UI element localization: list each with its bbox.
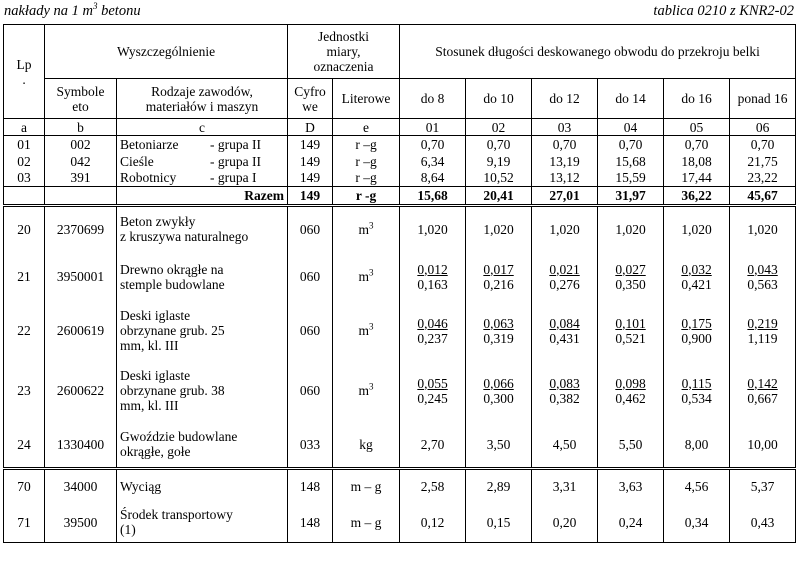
code-cell: 060 bbox=[288, 360, 333, 422]
value-top: 0,012 bbox=[417, 261, 448, 277]
value-top: 0,101 bbox=[615, 315, 646, 331]
value-bottom: 0,350 bbox=[615, 276, 646, 292]
code-cell: 060 bbox=[288, 206, 333, 252]
unit-sup: 3 bbox=[369, 381, 374, 392]
header-range-6: ponad 16 bbox=[730, 79, 796, 119]
index-cell: b bbox=[45, 119, 117, 136]
name-cell bbox=[117, 503, 288, 543]
symbol-cell: 39500 bbox=[45, 503, 117, 543]
caption-text: nakłady na 1 m bbox=[4, 3, 93, 19]
name-cell bbox=[117, 206, 288, 252]
code-cell: 060 bbox=[288, 302, 333, 360]
unit-cell: m – g bbox=[333, 469, 400, 503]
value-bottom: 0,900 bbox=[681, 330, 712, 346]
table-row bbox=[4, 422, 796, 469]
name-line: Drewno okrągłe na bbox=[120, 261, 224, 277]
value-top: 0,046 bbox=[417, 315, 448, 331]
value-cell: 1,020 bbox=[730, 206, 796, 252]
name-line: Środek transportowy bbox=[120, 507, 233, 523]
value-top: 0,084 bbox=[549, 315, 580, 331]
fraction-cell bbox=[664, 302, 730, 360]
symbol-cell: 34000 bbox=[45, 469, 117, 503]
table-row bbox=[4, 252, 796, 302]
header-lp bbox=[4, 25, 45, 119]
table-row bbox=[4, 360, 796, 422]
value-top: 0,032 bbox=[681, 261, 712, 277]
header-literowe: Literowe bbox=[333, 79, 400, 119]
value-cell: 3,50 bbox=[466, 422, 532, 469]
value-cell: 3,63 bbox=[598, 469, 664, 503]
value-bottom: 0,382 bbox=[549, 390, 580, 406]
total-cell: 31,97 bbox=[598, 187, 664, 206]
value-bottom: 0,667 bbox=[747, 390, 778, 406]
symbol-cell: 391 bbox=[45, 170, 117, 187]
knr-table bbox=[3, 24, 796, 543]
value-bottom: 0,431 bbox=[549, 330, 580, 346]
value-top: 0,115 bbox=[681, 375, 712, 391]
lp-cell: 22 bbox=[4, 302, 45, 360]
name-line: Beton zwykły bbox=[120, 214, 196, 230]
fraction-cell bbox=[730, 302, 796, 360]
caption-suffix: betonu bbox=[97, 3, 141, 19]
value-cell: 0,70 bbox=[466, 136, 532, 153]
value-top: 0,021 bbox=[549, 261, 580, 277]
value-cell: 0,24 bbox=[598, 503, 664, 543]
unit-cell: r -g bbox=[333, 187, 400, 206]
index-cell: 05 bbox=[664, 119, 730, 136]
code-cell: 149 bbox=[288, 153, 333, 170]
value-cell: 4,56 bbox=[664, 469, 730, 503]
value-cell: 15,59 bbox=[598, 170, 664, 187]
value-cell: 0,70 bbox=[664, 136, 730, 153]
name-line: stemple budowlane bbox=[120, 276, 225, 292]
header-row-2 bbox=[4, 79, 796, 119]
fraction-cell bbox=[400, 302, 466, 360]
razem-label: Razem bbox=[117, 187, 288, 206]
index-cell: e bbox=[333, 119, 400, 136]
name-text: Cieśle bbox=[120, 153, 154, 169]
symbol-cell bbox=[45, 187, 117, 206]
unit-text: m bbox=[358, 383, 370, 398]
fraction-cell bbox=[664, 360, 730, 422]
unit-sup: 3 bbox=[369, 220, 374, 231]
fraction-cell bbox=[532, 360, 598, 422]
value-cell: 23,22 bbox=[730, 170, 796, 187]
table-row bbox=[4, 469, 796, 503]
value-cell: 0,12 bbox=[400, 503, 466, 543]
fraction-cell bbox=[466, 360, 532, 422]
fraction-cell bbox=[598, 360, 664, 422]
value-top: 0,017 bbox=[483, 261, 514, 277]
value-bottom: 0,421 bbox=[681, 276, 712, 292]
value-bottom: 0,300 bbox=[483, 390, 514, 406]
unit-cell: r –g bbox=[333, 153, 400, 170]
total-cell: 15,68 bbox=[400, 187, 466, 206]
name-line: obrzynane grub. 25 bbox=[120, 323, 225, 338]
unit-text: kg bbox=[359, 436, 373, 452]
table-caption-left bbox=[4, 2, 141, 20]
code-cell: 060 bbox=[288, 252, 333, 302]
value-bottom: 0,163 bbox=[417, 276, 448, 292]
value-cell: 18,08 bbox=[664, 153, 730, 170]
value-cell: 2,70 bbox=[400, 422, 466, 469]
header-range-4: do 14 bbox=[598, 79, 664, 119]
fraction-cell bbox=[598, 302, 664, 360]
unit-cell bbox=[333, 206, 400, 252]
name-cell bbox=[117, 170, 288, 187]
code-cell: 149 bbox=[288, 136, 333, 153]
name-text: Robotnicy bbox=[120, 170, 177, 186]
value-cell: 5,50 bbox=[598, 422, 664, 469]
value-cell: 0,43 bbox=[730, 503, 796, 543]
unit-cell: m – g bbox=[333, 503, 400, 543]
value-top: 0,098 bbox=[615, 375, 646, 391]
name-line: Deski iglaste bbox=[120, 368, 191, 383]
name-line: obrzynane grub. 38 bbox=[120, 383, 225, 398]
unit-cell: r –g bbox=[333, 136, 400, 153]
value-cell: 21,75 bbox=[730, 153, 796, 170]
fraction-cell bbox=[400, 360, 466, 422]
name-line: mm, kl. III bbox=[120, 338, 179, 353]
unit-sup: 3 bbox=[369, 321, 374, 332]
symbol-cell: 2600619 bbox=[45, 302, 117, 360]
code-cell: 148 bbox=[288, 469, 333, 503]
value-cell: 1,020 bbox=[400, 206, 466, 252]
name-cell bbox=[117, 136, 288, 153]
value-cell: 1,020 bbox=[466, 206, 532, 252]
value-bottom: 0,462 bbox=[615, 390, 646, 406]
unit-text: m bbox=[358, 221, 370, 237]
index-cell: c bbox=[117, 119, 288, 136]
lp-cell: 71 bbox=[4, 503, 45, 543]
total-cell: 20,41 bbox=[466, 187, 532, 206]
code-cell: 033 bbox=[288, 422, 333, 469]
name-line: z kruszywa naturalnego bbox=[120, 229, 249, 245]
value-cell: 0,15 bbox=[466, 503, 532, 543]
value-bottom: 0,237 bbox=[417, 330, 448, 346]
value-top: 0,027 bbox=[615, 261, 646, 277]
lp-cell: 21 bbox=[4, 252, 45, 302]
value-bottom: 0,319 bbox=[483, 330, 514, 346]
lp-cell: 01 bbox=[4, 136, 45, 153]
value-cell: 1,020 bbox=[532, 206, 598, 252]
unit-cell bbox=[333, 302, 400, 360]
index-cell: a bbox=[4, 119, 45, 136]
name-line: Deski iglaste bbox=[120, 308, 191, 323]
value-bottom: 1,119 bbox=[747, 330, 778, 346]
lp-cell: 20 bbox=[4, 206, 45, 252]
group-text: - grupa I bbox=[210, 170, 257, 186]
name-line: (1) bbox=[120, 522, 136, 538]
value-top: 0,063 bbox=[483, 315, 514, 331]
value-bottom: 0,563 bbox=[747, 276, 778, 292]
index-cell: 04 bbox=[598, 119, 664, 136]
index-cell: 02 bbox=[466, 119, 532, 136]
name-cell: Wyciąg bbox=[117, 469, 288, 503]
symbol-cell: 042 bbox=[45, 153, 117, 170]
value-bottom: 0,534 bbox=[681, 390, 712, 406]
unit-cell bbox=[333, 360, 400, 422]
header-lp-dot: . bbox=[22, 71, 26, 87]
value-cell: 8,00 bbox=[664, 422, 730, 469]
value-cell: 1,020 bbox=[664, 206, 730, 252]
index-row bbox=[4, 119, 796, 136]
name-cell bbox=[117, 422, 288, 469]
value-bottom: 0,245 bbox=[417, 390, 448, 406]
index-cell: 01 bbox=[400, 119, 466, 136]
value-cell: 15,68 bbox=[598, 153, 664, 170]
value-cell: 10,00 bbox=[730, 422, 796, 469]
table-row bbox=[4, 302, 796, 360]
value-top: 0,043 bbox=[747, 261, 778, 277]
fraction-cell bbox=[466, 302, 532, 360]
index-cell: 03 bbox=[532, 119, 598, 136]
index-cell: D bbox=[288, 119, 333, 136]
header-row-1 bbox=[4, 25, 796, 79]
unit-sup: 3 bbox=[369, 267, 374, 278]
fraction-cell bbox=[466, 252, 532, 302]
value-cell: 0,70 bbox=[598, 136, 664, 153]
value-cell: 3,31 bbox=[532, 469, 598, 503]
lp-cell: 23 bbox=[4, 360, 45, 422]
value-cell: 0,20 bbox=[532, 503, 598, 543]
fraction-cell bbox=[598, 252, 664, 302]
name-line: mm, kl. III bbox=[120, 398, 179, 413]
name-cell bbox=[117, 360, 288, 422]
value-cell: 0,70 bbox=[400, 136, 466, 153]
fraction-cell bbox=[400, 252, 466, 302]
table-row bbox=[4, 153, 796, 170]
value-cell: 6,34 bbox=[400, 153, 466, 170]
razem-row bbox=[4, 187, 796, 206]
name-cell bbox=[117, 302, 288, 360]
header-wyszczegolnienie: Wyszczególnienie bbox=[45, 25, 288, 79]
table-row bbox=[4, 136, 796, 153]
fraction-cell bbox=[532, 252, 598, 302]
code-cell: 149 bbox=[288, 170, 333, 187]
value-top: 0,175 bbox=[681, 315, 712, 331]
value-cell: 1,020 bbox=[598, 206, 664, 252]
header-symbole: Symbole eto bbox=[45, 79, 117, 119]
value-cell: 2,58 bbox=[400, 469, 466, 503]
value-cell: 0,34 bbox=[664, 503, 730, 543]
unit-cell bbox=[333, 252, 400, 302]
value-cell: 10,52 bbox=[466, 170, 532, 187]
value-cell: 9,19 bbox=[466, 153, 532, 170]
fraction-cell bbox=[664, 252, 730, 302]
code-cell: 149 bbox=[288, 187, 333, 206]
fraction-cell bbox=[730, 360, 796, 422]
fraction-cell bbox=[532, 302, 598, 360]
name-line: Gwoździe budowlane bbox=[120, 429, 238, 445]
lp-cell bbox=[4, 187, 45, 206]
value-top: 0,055 bbox=[417, 375, 448, 391]
value-top: 0,066 bbox=[483, 375, 514, 391]
header-range-1: do 8 bbox=[400, 79, 466, 119]
header-range-3: do 12 bbox=[532, 79, 598, 119]
value-cell: 13,12 bbox=[532, 170, 598, 187]
total-cell: 45,67 bbox=[730, 187, 796, 206]
symbol-cell: 2370699 bbox=[45, 206, 117, 252]
value-cell: 4,50 bbox=[532, 422, 598, 469]
group-text: - grupa II bbox=[210, 153, 261, 169]
unit-cell bbox=[333, 422, 400, 469]
symbol-cell: 002 bbox=[45, 136, 117, 153]
value-top: 0,083 bbox=[549, 375, 580, 391]
header-range-2: do 10 bbox=[466, 79, 532, 119]
value-bottom: 0,216 bbox=[483, 276, 514, 292]
lp-cell: 02 bbox=[4, 153, 45, 170]
name-text: Betoniarze bbox=[120, 136, 179, 152]
lp-cell: 70 bbox=[4, 469, 45, 503]
value-cell: 13,19 bbox=[532, 153, 598, 170]
value-cell: 0,70 bbox=[532, 136, 598, 153]
value-cell: 2,89 bbox=[466, 469, 532, 503]
unit-cell: r –g bbox=[333, 170, 400, 187]
name-line: okrągłe, gołe bbox=[120, 444, 191, 460]
fraction-cell bbox=[730, 252, 796, 302]
header-cyfrowe: Cyfro we bbox=[288, 79, 333, 119]
total-cell: 36,22 bbox=[664, 187, 730, 206]
name-cell bbox=[117, 153, 288, 170]
total-cell: 27,01 bbox=[532, 187, 598, 206]
value-cell: 5,37 bbox=[730, 469, 796, 503]
value-top: 0,219 bbox=[747, 315, 778, 331]
unit-text: m bbox=[358, 269, 370, 284]
header-lp-text: Lp bbox=[16, 56, 32, 72]
lp-cell: 24 bbox=[4, 422, 45, 469]
value-cell: 17,44 bbox=[664, 170, 730, 187]
table-row bbox=[4, 170, 796, 187]
index-cell: 06 bbox=[730, 119, 796, 136]
value-bottom: 0,276 bbox=[549, 276, 580, 292]
table-row bbox=[4, 503, 796, 543]
caption-superscript: 3 bbox=[93, 1, 98, 12]
unit-text: m bbox=[358, 323, 370, 338]
group-text: - grupa II bbox=[210, 136, 261, 152]
header-rodzaje: Rodzaje zawodów, materiałów i maszyn bbox=[117, 79, 288, 119]
table-row bbox=[4, 206, 796, 252]
value-cell: 8,64 bbox=[400, 170, 466, 187]
value-top: 0,142 bbox=[747, 375, 778, 391]
lp-cell: 03 bbox=[4, 170, 45, 187]
header-stosunek: Stosunek długości deskowanego obwodu do przekroju belki bbox=[400, 25, 796, 79]
symbol-cell: 3950001 bbox=[45, 252, 117, 302]
name-cell bbox=[117, 252, 288, 302]
symbol-cell: 2600622 bbox=[45, 360, 117, 422]
header-range-5: do 16 bbox=[664, 79, 730, 119]
table-reference: tablica 0210 z KNR2-02 bbox=[653, 3, 794, 19]
value-cell: 0,70 bbox=[730, 136, 796, 153]
value-bottom: 0,521 bbox=[615, 330, 646, 346]
symbol-cell: 1330400 bbox=[45, 422, 117, 469]
code-cell: 148 bbox=[288, 503, 333, 543]
header-jednostki: Jednostki miary, oznaczenia bbox=[288, 25, 400, 79]
